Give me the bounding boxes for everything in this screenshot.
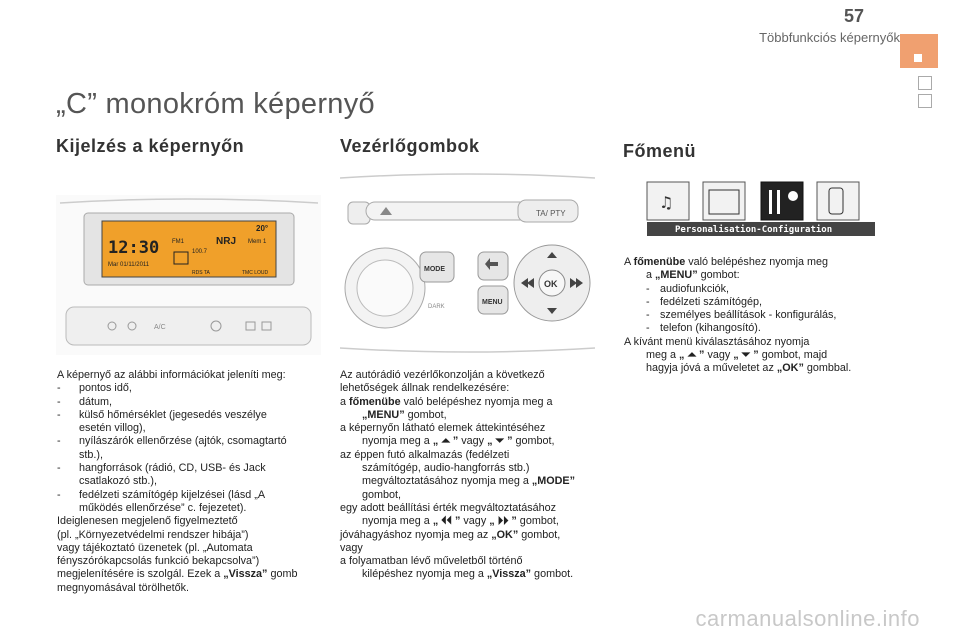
display-tail-line: megnyomásával törölhetők.	[57, 581, 190, 594]
menu-sub-item: - audiofunkciók,	[646, 282, 730, 295]
display-date: Mar 01/11/2011	[108, 262, 150, 268]
menu-sub-item: - fedélzeti számítógép,	[646, 295, 763, 308]
heading-display: Kijelzés a képernyőn	[56, 136, 245, 156]
display-tail-line: megjelenítésére is szolgál. Ezek a „Vissza” gomb	[57, 568, 298, 581]
display-mem: Mem 1	[248, 239, 267, 245]
controls-bullet-cont: gombot,	[362, 488, 402, 501]
display-tail-line: vagy tájékoztató üzenetek (pl. „Automata	[57, 541, 253, 554]
menu-bar-label: Personalisation-Configuration	[675, 225, 833, 235]
display-tail-line: fényszórókapcsolás funkció bekapcsolva”)	[57, 555, 260, 568]
controls-bullet: egy adott beállítási érték megváltoztatásához	[340, 501, 557, 514]
menu-label: MENU	[482, 299, 503, 306]
display-list	[57, 382, 329, 515]
controls-bullet-cont: nyomja meg a „ ⏶ ” vagy „ ⏷ ” gombot,	[362, 435, 555, 448]
display-list-item: - külső hőmérséklet (jegesedés veszélye	[57, 408, 267, 421]
ok-label: OK	[544, 279, 558, 289]
menu-bullet: A kívánt menü kiválasztásához nyomja	[624, 335, 810, 348]
display-tail-line: Ideiglenesen megjelenő figyelmeztető	[57, 515, 238, 528]
display-list-item: csatlakozó stb.),	[79, 475, 158, 488]
display-list-item: stb.),	[79, 448, 103, 461]
controls-intro: Az autórádió vezérlőkonzolján a következő	[340, 369, 545, 381]
display-tail-line: (pl. „Környezetvédelmi rendszer hibája”)	[57, 528, 249, 541]
menu-bullet-cont: a „MENU” gombot:	[646, 269, 740, 282]
display-list-item: esetén villog),	[79, 422, 146, 435]
controls-bullet-cont: nyomja meg a „ ⏴⏴ ” vagy „ ⏵⏵ ” gombot,	[362, 515, 559, 528]
heading-main-menu: Főmenü	[623, 141, 696, 161]
menu-sub-item: - telefon (kihangosító).	[646, 322, 761, 335]
ac-label: A/C	[154, 324, 166, 331]
display-freq: 100.7	[192, 249, 208, 255]
display-list-item: - fedélzeti számítógép kijelzései (lásd „A	[57, 488, 266, 501]
controls-bullet: a folyamatban lévő műveletből történő	[340, 555, 523, 568]
display-illustration	[56, 195, 321, 355]
display-station: NRJ	[216, 236, 237, 247]
display-loud: TMC LOUD	[242, 270, 269, 276]
menu-bullet-cont: meg a „ ⏶ ” vagy „ ⏷ ” gombot, majd	[646, 349, 828, 362]
chapter-tab-square	[914, 54, 922, 62]
controls-bullet: az éppen futó alkalmazás (fedélzeti	[340, 448, 510, 461]
controls-bullet: jóváhagyáshoz nyomja meg az „OK” gombot,	[340, 528, 561, 541]
svg-text:♫: ♫	[659, 193, 674, 212]
display-list-item: - nyílászárók ellenőrzése (ajtók, csomagtartó	[57, 435, 287, 448]
display-list-item: - dátum,	[57, 395, 113, 408]
chapter-tab	[900, 34, 938, 68]
dark-label: DARK	[428, 304, 445, 310]
page-number: 57	[843, 6, 864, 26]
display-list-item: működés ellenőrzése” c. fejezetet).	[79, 501, 247, 514]
controls-bullet: a főmenübe való belépéshez nyomja meg a	[340, 395, 553, 408]
section-title: Többfunkciós képernyők	[759, 30, 900, 45]
controls-bullet-cont: „MENU” gombot,	[362, 408, 447, 421]
menu-sub-list	[624, 283, 914, 336]
controls-illustration	[340, 170, 595, 360]
display-temp: 20°	[256, 224, 269, 233]
display-time: 12:30	[108, 238, 160, 258]
controls-bullet-cont: számítógép, audio-hangforrás stb.)	[362, 462, 530, 475]
chapter-box-2	[918, 94, 932, 108]
main-menu-text	[624, 256, 914, 376]
menu-sub-item: - személyes beállítások - konfigurálás,	[646, 309, 837, 322]
main-menu-illustration	[645, 180, 877, 238]
controls-bullet-cont: kilépéshez nyomja meg a „Vissza” gombot.	[362, 568, 574, 581]
menu-bullet-cont: hagyja jóvá a műveletet az „OK” gombbal.	[646, 362, 852, 375]
heading-controls: Vezérlőgombok	[340, 136, 480, 156]
ta-pty-label: TA/ PTY	[536, 209, 566, 218]
controls-bullet-cont: megváltoztatásához nyomja meg a „MODE”	[362, 475, 576, 488]
mode-label: MODE	[424, 266, 445, 273]
page-title: „C” monokróm képernyő	[56, 88, 375, 120]
display-list-item: - pontos idő,	[57, 382, 132, 395]
display-intro: A képernyő az alábbi információkat jeleníti meg:	[57, 369, 286, 381]
menu-bullet: A főmenübe való belépéshez nyomja meg	[624, 256, 829, 268]
chapter-box-1	[918, 76, 932, 90]
display-rds: RDS TA	[192, 270, 210, 276]
controls-or: vagy	[340, 541, 363, 554]
controls-text	[340, 369, 610, 582]
controls-bullet: a képernyőn látható elemek áttekintéséhez	[340, 422, 546, 435]
controls-intro: lehetőségek állnak rendelkezésére:	[340, 382, 510, 395]
display-band: FM1	[172, 239, 184, 245]
display-text	[57, 369, 329, 595]
watermark: carmanualsonline.info	[695, 606, 920, 631]
settings-menu-icon	[761, 182, 803, 220]
display-list-item: - hangforrások (rádió, CD, USB- és Jack	[57, 462, 266, 475]
